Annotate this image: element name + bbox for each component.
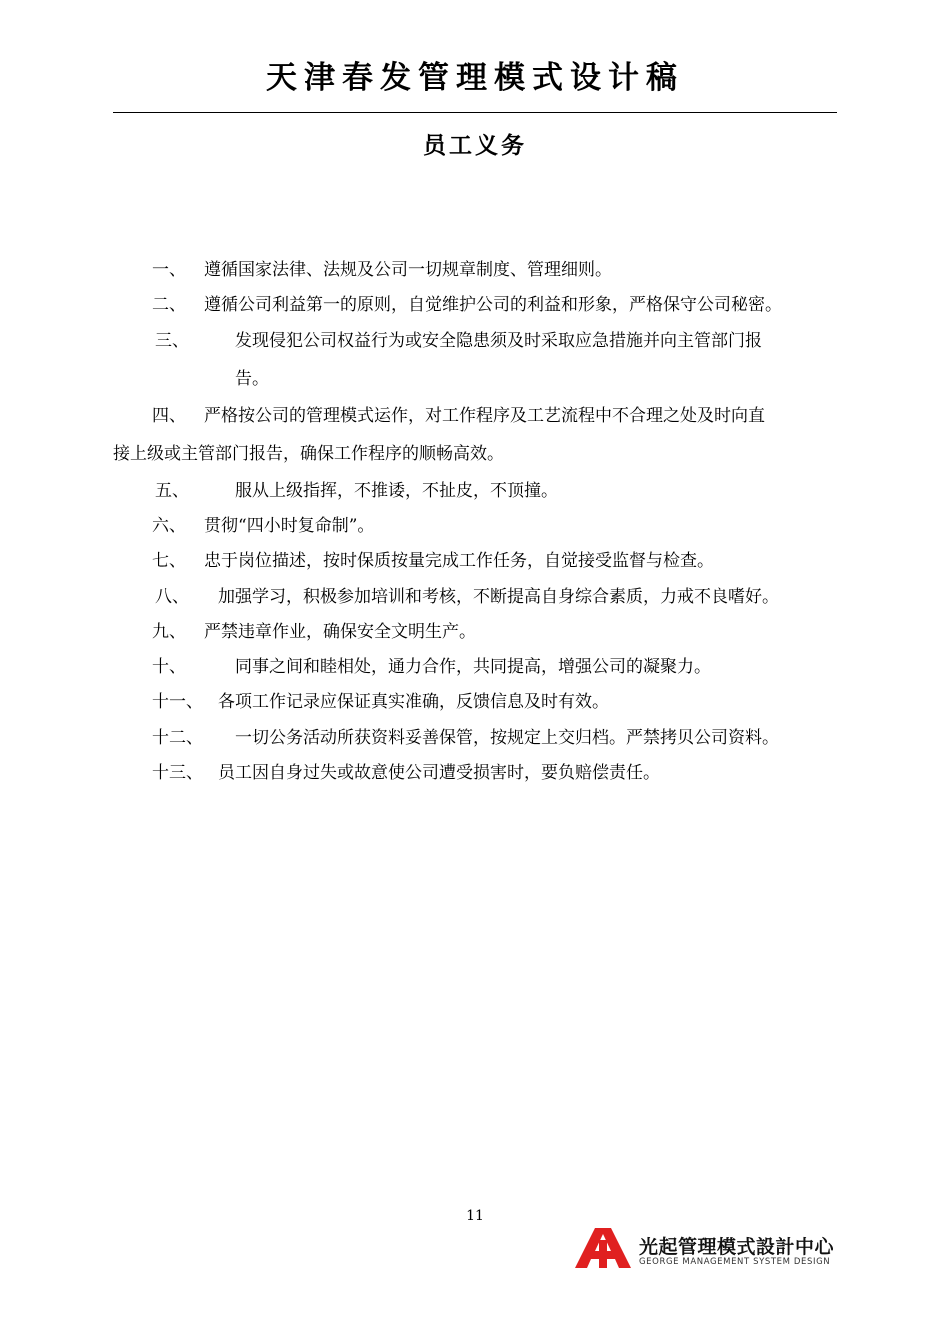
duty-text: 服从上级指挥，不推诿，不扯皮，不顶撞。 bbox=[235, 481, 558, 501]
duty-text: 贯彻“四小时复命制”。 bbox=[204, 516, 375, 536]
duty-number: 十三、 bbox=[152, 763, 203, 783]
section-title: 员工义务 bbox=[423, 133, 527, 159]
duty-number: 十、 bbox=[152, 657, 186, 677]
duty-number: 五、 bbox=[155, 481, 189, 501]
logo-a-mark-icon bbox=[575, 1228, 635, 1268]
company-logo bbox=[575, 1228, 845, 1272]
duty-text-continuation: 告。 bbox=[235, 369, 269, 389]
duty-number: 七、 bbox=[152, 551, 186, 571]
duty-text: 各项工作记录应保证真实准确，反馈信息及时有效。 bbox=[218, 692, 609, 712]
duty-number: 一、 bbox=[152, 260, 186, 280]
duty-number: 九、 bbox=[152, 622, 186, 642]
logo-english-name: GEORGE MANAGEMENT SYSTEM DESIGN bbox=[639, 1257, 831, 1267]
logo-chinese-name: 光起管理模式設計中心 bbox=[639, 1236, 835, 1258]
page-number: 11 bbox=[466, 1208, 484, 1224]
duty-text: 遵循公司利益第一的原则，自觉维护公司的利益和形象，严格保守公司秘密。 bbox=[204, 295, 782, 315]
duty-text: 加强学习，积极参加培训和考核，不断提高自身综合素质，力戒不良嗜好。 bbox=[218, 587, 779, 607]
duty-item-4-continuation bbox=[113, 443, 504, 465]
duty-text: 一切公务活动所获资料妥善保管，按规定上交归档。严禁拷贝公司资料。 bbox=[235, 728, 779, 748]
duty-number: 二、 bbox=[152, 295, 186, 315]
duty-text: 严禁违章作业，确保安全文明生产。 bbox=[204, 622, 476, 642]
duty-number: 十一、 bbox=[152, 692, 203, 712]
duty-number: 十二、 bbox=[152, 728, 203, 748]
duty-number: 三、 bbox=[155, 331, 189, 351]
duty-text: 同事之间和睦相处，通力合作，共同提高，增强公司的凝聚力。 bbox=[235, 657, 711, 677]
duty-text: 发现侵犯公司权益行为或安全隐患须及时采取应急措施并向主管部门报 bbox=[235, 331, 762, 351]
duty-number: 八、 bbox=[155, 587, 189, 607]
duty-text: 忠于岗位描述，按时保质按量完成工作任务，自觉接受监督与检查。 bbox=[204, 551, 714, 571]
duty-text-continuation: 接上级或主管部门报告，确保工作程序的顺畅高效。 bbox=[113, 444, 504, 464]
header-divider bbox=[113, 112, 837, 113]
duty-item-3-continuation bbox=[235, 368, 269, 390]
duty-number: 四、 bbox=[152, 406, 186, 426]
duty-number: 六、 bbox=[152, 516, 186, 536]
duty-text: 员工因自身过失或故意使公司遭受损害时，要负赔偿责任。 bbox=[218, 763, 660, 783]
duty-text: 严格按公司的管理模式运作，对工作程序及工艺流程中不合理之处及时向直 bbox=[204, 406, 765, 426]
document-header-title: 天津春发管理模式设计稿 bbox=[266, 60, 684, 96]
duty-text: 遵循国家法律、法规及公司一切规章制度、管理细则。 bbox=[204, 260, 612, 280]
